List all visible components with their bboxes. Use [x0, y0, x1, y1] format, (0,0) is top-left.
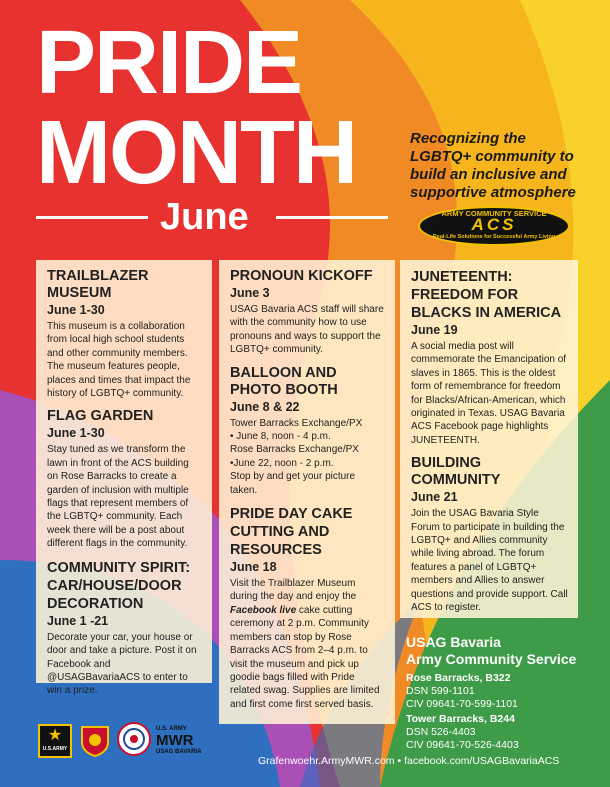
mwr-logo-bottom: USAG BAVARIA — [156, 749, 202, 755]
contact-rose-barracks: Rose Barracks, B322 — [406, 672, 511, 684]
pronoun-date: June 3 — [230, 286, 270, 300]
flag-body: Stay tuned as we transform the lawn in front of the ACS building on Rose Barracks to create a garden of inclusion with multiple flags that represent members of the LGBTQ+ community. Each week there will be a post about different flags in the community. — [47, 444, 189, 550]
pronoun-title: PRONOUN KICKOFF — [230, 268, 373, 284]
mwr-logo — [156, 726, 216, 756]
trailblazer-body: This museum is a collaboration from local high school students and other community members. The museum features people, places and times that impact the history of LGBTQ+ community. — [47, 321, 191, 400]
month-label: June — [160, 196, 249, 238]
cake-body — [230, 577, 385, 711]
title-month: MONTH — [36, 103, 356, 203]
cake-body-facebook-live: Facebook live — [230, 604, 297, 616]
balloon-line-5: Stop by and get your picture taken. — [230, 471, 356, 496]
balloon-line-1: Tower Barracks Exchange/PX — [230, 417, 363, 429]
unit-crest-logo — [80, 724, 110, 758]
balloon-line-3: Rose Barracks Exchange/PX — [230, 444, 359, 456]
spirit-body: Decorate your car, your house or door and take a picture. Post it on Facebook and @USAGBavariaACS to enter to win a prize. — [47, 631, 197, 697]
balloon-date: June 8 & 22 — [230, 399, 300, 414]
contact-org-line-1: USAG Bavaria — [406, 634, 501, 650]
trailblazer-date: June 1-30 — [47, 303, 105, 317]
mwr-logo-mid: MWR — [156, 732, 194, 749]
cake-body-b: cake cutting ceremony at 2 p.m. Community members can stop by Rose Barracks ACS from 2–4 p.m. to visit the museum and pick up goodie bags filled with Pride related swag. Supplies are limited and first come first served basis. — [230, 604, 380, 710]
footer-facebook-link[interactable]: facebook.com/USAGBavariaACS — [404, 755, 560, 767]
crest-shield-icon — [80, 724, 110, 758]
balloon-line-2: • June 8, noon - 4 p.m. — [230, 431, 331, 443]
panel-column-3 — [400, 260, 578, 618]
acs-logo-mid: ACS — [471, 215, 517, 234]
juneteenth-title: JUNETEENTH: FREEDOM FOR BLACKS IN AMERICA — [411, 269, 562, 321]
contact-tower-dsn: DSN 526-4403 — [406, 726, 476, 738]
pronoun-body: USAG Bavaria ACS staff will share with the community how to use pronouns and ways to support the LGBTQ+ community. — [230, 304, 384, 356]
balloon-line-4: •June 22, noon - 2 p.m. — [230, 457, 334, 469]
army-logo-text: U.S.ARMY — [42, 746, 68, 752]
month-line-left — [36, 216, 148, 219]
juneteenth-date: June 19 — [411, 323, 458, 337]
panel-column-2 — [219, 260, 395, 724]
cake-title: PRIDE DAY CAKE CUTTING AND RESOURCES — [230, 506, 353, 559]
building-date: June 21 — [411, 490, 458, 505]
acs-logo-bottom: Real-Life Solutions for Successful Army Living — [432, 234, 556, 240]
footer-website-link[interactable]: Grafenwoehr.ArmyMWR.com — [258, 755, 395, 767]
trailblazer-title: TRAILBLAZER MUSEUM — [47, 268, 149, 301]
mwr-logo-top: U.S. ARMY — [156, 726, 187, 732]
army-star-icon: ★ — [47, 727, 63, 744]
garrison-seal-logo — [117, 722, 151, 756]
month-line-right — [276, 216, 388, 219]
footer-separator: • — [397, 755, 402, 767]
contact-rose-dsn: DSN 599-1101 — [406, 685, 475, 697]
building-body: Join the USAG Bavaria Style Forum to participate in building the LGBTQ+ and Allies community while living abroad. The forum features a panel of LGBTQ+ members and Allies to answer questions and provide support. Call ACS to register. — [411, 508, 568, 614]
title-pride: PRIDE — [36, 13, 302, 113]
flag-title: FLAG GARDEN — [47, 408, 154, 425]
acs-logo-top: ARMY COMMUNITY SERVICE — [441, 209, 547, 218]
contact-rose-civ: CIV 09641-70-599-1101 — [406, 698, 518, 710]
contact-block — [406, 634, 596, 752]
panel-column-1 — [36, 260, 212, 697]
tagline: Recognizing the LGBTQ+ community to build an inclusive and supportive atmosphere — [410, 130, 576, 201]
contact-tower-civ: CIV 09641-70-526-4403 — [406, 739, 519, 751]
spirit-title: COMMUNITY SPIRIT: CAR/HOUSE/DOOR DECORATION — [47, 559, 191, 612]
garrison-seal-icon — [117, 722, 151, 756]
balloon-title: BALLOON AND PHOTO BOOTH — [230, 364, 338, 398]
balloon-body — [230, 417, 385, 497]
army-star-logo — [38, 724, 72, 758]
building-title: BUILDING COMMUNITY — [411, 455, 501, 489]
contact-org-line-2: Army Community Service — [406, 651, 577, 667]
spirit-date: June 1 -21 — [47, 613, 109, 628]
cake-date: June 18 — [230, 560, 277, 575]
footer — [258, 755, 598, 767]
contact-tower-barracks: Tower Barracks, B244 — [406, 713, 515, 725]
juneteenth-body: A social media post will commemorate the Emancipation of slaves in 1865. This is the oldest form of remembrance for freedom for Blacks/African-American, which originated in Texas. USAG Bavaria ACS Facebook page highlights JUNETEENTH. — [411, 341, 567, 446]
flag-date: June 1-30 — [47, 426, 105, 441]
cake-body-a: Visit the Trailblazer Museum during the day and enjoy the — [230, 578, 357, 603]
